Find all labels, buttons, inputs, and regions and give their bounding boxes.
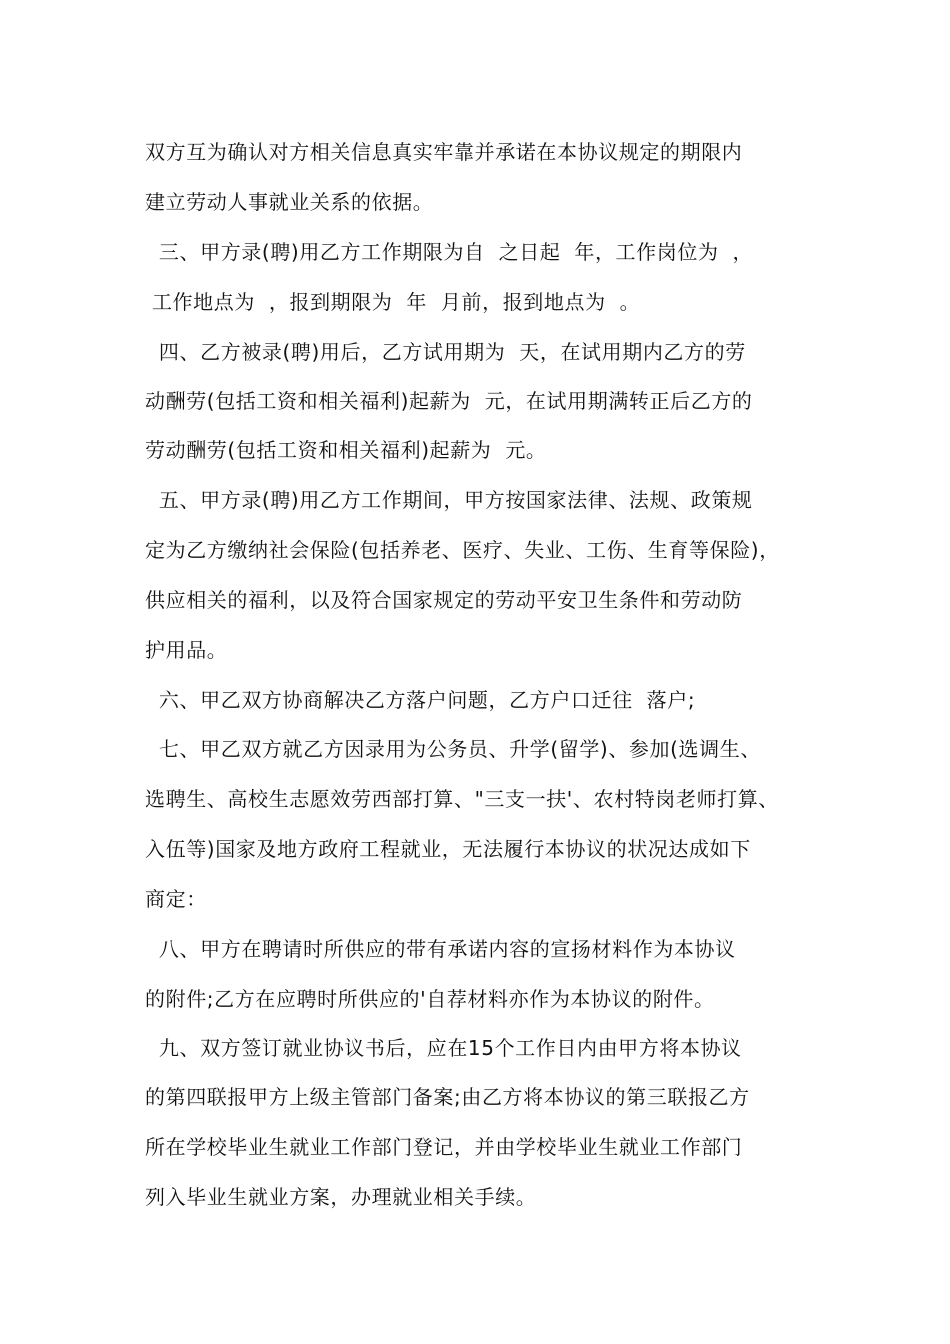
text-line-8: 五、甲方录(聘)用乙方工作期间，甲方按国家法律、法规、政策规 <box>145 488 753 512</box>
text-line-22: 列入毕业生就业方案，办理就业相关手续。 <box>145 1185 537 1209</box>
text-line-13: 七、甲乙双方就乙方因录用为公务员、升学(留学)、参加(选调生、 <box>145 737 761 761</box>
text-line-19: 九、双方签订就业协议书后，应在15个工作日内由甲方将本协议 <box>145 1036 742 1060</box>
text-line-1: 双方互为确认对方相关信息真实牢靠并承诺在本协议规定的期限内 <box>145 140 743 164</box>
text-line-20: 的第四联报甲方上级主管部门备案;由乙方将本协议的第三联报乙方 <box>145 1085 750 1109</box>
text-line-2: 建立劳动人事就业关系的依据。 <box>145 190 434 214</box>
text-line-18: 的附件;乙方在应聘时所供应的'自荐材料亦作为本协议的附件。 <box>145 987 715 1011</box>
text-line-16: 商定： <box>145 887 207 911</box>
text-line-5: 四、乙方被录(聘)用后，乙方试用期为 天，在试用期内乙方的劳 <box>145 340 746 364</box>
text-line-15: 入伍等)国家及地方政府工程就业，无法履行本协议的状况达成如下 <box>145 837 751 861</box>
text-line-6: 动酬劳(包括工资和相关福利)起薪为 元，在试用期满转正后乙方的 <box>145 389 753 413</box>
text-line-12: 六、甲乙双方协商解决乙方落户问题，乙方户口迁往 落户; <box>145 688 696 712</box>
text-line-3: 三、甲方录(聘)用乙方工作期限为自 之日起 年，工作岗位为 ， <box>145 240 754 264</box>
text-line-10: 供应相关的福利，以及符合国家规定的劳动平安卫生条件和劳动防 <box>145 588 743 612</box>
text-line-9: 定为乙方缴纳社会保险(包括养老、医疗、失业、工伤、生育等保险)， <box>145 538 780 562</box>
text-line-4: 工作地点为 ，报到期限为 年 月前，报到地点为 。 <box>145 290 641 314</box>
text-line-17: 八、甲方在聘请时所供应的带有承诺内容的宣扬材料作为本协议 <box>145 937 736 961</box>
text-line-14: 选聘生、高校生志愿效劳西部打算、"三支一扶'、农村特岗老师打算、 <box>145 787 779 811</box>
text-line-11: 护用品。 <box>145 638 228 662</box>
text-line-21: 所在学校毕业生就业工作部门登记，并由学校毕业生就业工作部门 <box>145 1135 743 1159</box>
text-line-7: 劳动酬劳(包括工资和相关福利)起薪为 元。 <box>145 438 547 462</box>
